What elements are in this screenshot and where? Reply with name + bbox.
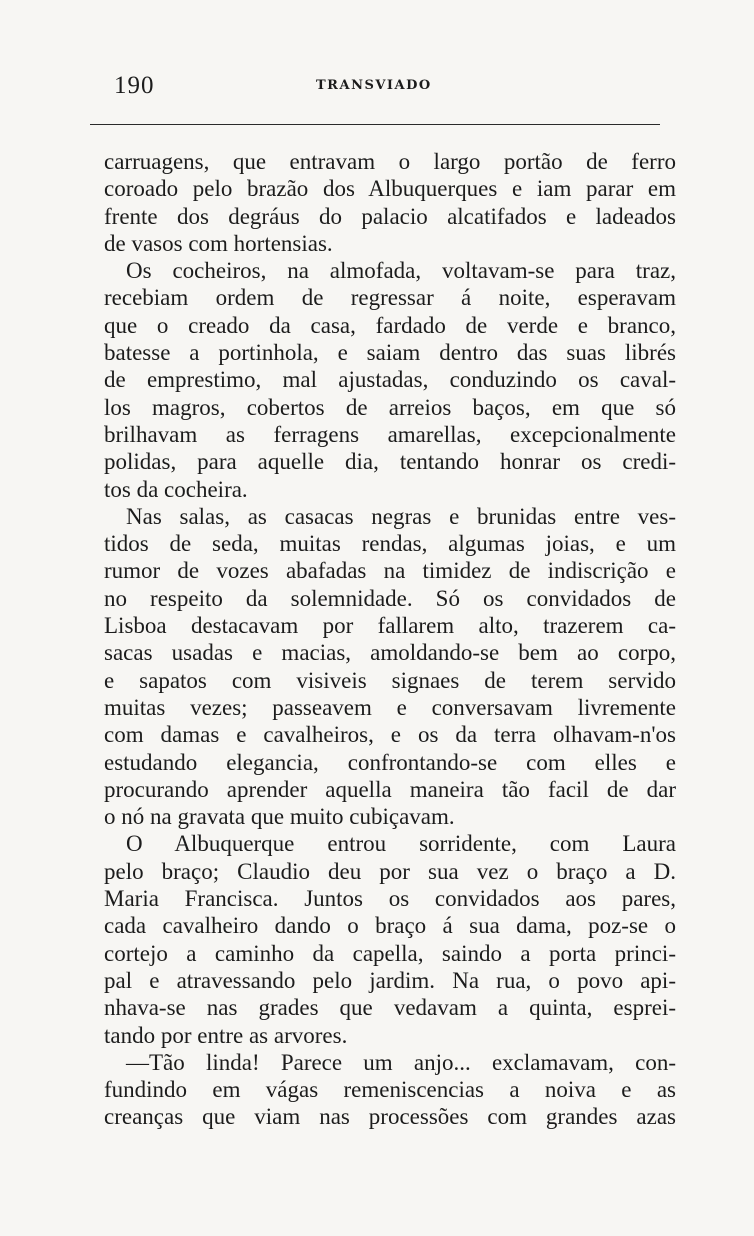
text-line: polidas, para aquelle dia, tentando honrar os credi- (104, 449, 676, 475)
text-line: com damas e cavalheiros, e os da terra olhavam-n'os (104, 722, 676, 748)
text-line: estudando elegancia, confrontando-se com elles e (104, 749, 676, 775)
text-line: cada cavalheiro dando o braço á sua dama, poz-se o (104, 913, 676, 939)
text-line: rumor de vozes abafadas na timidez de indiscrição e (104, 558, 676, 584)
text-line: e sapatos com visiveis signaes de terem servido (104, 667, 676, 693)
text-line: Os cocheiros, na almofada, voltavam-se para traz, (126, 258, 676, 284)
text-line: de vasos com hortensias. (104, 230, 333, 256)
text-line: O Albuquerque entrou sorridente, com Laura (126, 831, 676, 857)
text-line: que o creado da casa, fardado de verde e branco, (104, 312, 676, 338)
text-line: sacas usadas e macias, amoldando-se bem ao corpo, (104, 640, 676, 666)
text-line: Maria Francisca. Juntos os convidados aos pares, (104, 886, 676, 912)
text-line: creanças que viam nas processões com grandes azas (104, 1104, 676, 1130)
text-line: nhava-se nas grades que vedavam a quinta, esprei- (104, 995, 676, 1021)
text-line: los magros, cobertos de arreios baços, em que só (104, 394, 676, 420)
text-line: procurando aprender aquella maneira tão facil de dar (104, 776, 676, 802)
text-line: brilhavam as ferragens amarellas, excepcionalmente (104, 421, 676, 447)
header-rule (90, 124, 660, 125)
text-line: pal e atravessando pelo jardim. Na rua, o povo api- (104, 967, 676, 993)
text-line: fundindo em vágas remeniscencias a noiva e as (104, 1077, 676, 1103)
text-line: Nas salas, as casacas negras e brunidas entre ves- (126, 503, 676, 529)
text-line: muitas vezes; passeavem e conversavam livremente (104, 694, 676, 720)
text-line: carruagens, que entravam o largo portão de ferro (104, 149, 676, 174)
text-line: batesse a portinhola, e saiam dentro das suas librés (104, 340, 676, 366)
text-line: pelo braço; Claudio deu por sua vez o braço a D. (104, 858, 676, 884)
text-line: de emprestimo, mal ajustadas, conduzindo os caval- (104, 367, 676, 393)
text-line: tidos de seda, muitas rendas, algumas joias, e um (104, 531, 676, 557)
body-text (104, 148, 676, 1131)
text-line: —Tão linda! Parece um anjo... exclamavam, con- (126, 1049, 676, 1075)
text-line: recebiam ordem de regressar á noite, esperavam (104, 285, 676, 311)
text-line: coroado pelo brazão dos Albuquerques e iam parar em (104, 176, 676, 202)
text-line: cortejo a caminho da capella, saindo a porta princi- (104, 940, 676, 966)
text-line: tos da cocheira. (104, 476, 248, 502)
text-line: o nó na gravata que muito cubiçavam. (104, 804, 455, 830)
text-line: frente dos degráus do palacio alcatifados e ladeados (104, 203, 676, 229)
running-title: TRANSVIADO (316, 78, 432, 93)
text-line: Lisboa destacavam por fallarem alto, trazerem ca- (104, 613, 676, 639)
page-number: 190 (114, 72, 155, 99)
text-line: no respeito da solemnidade. Só os convidados de (104, 585, 676, 611)
text-line: tando por entre as arvores. (104, 1022, 348, 1048)
